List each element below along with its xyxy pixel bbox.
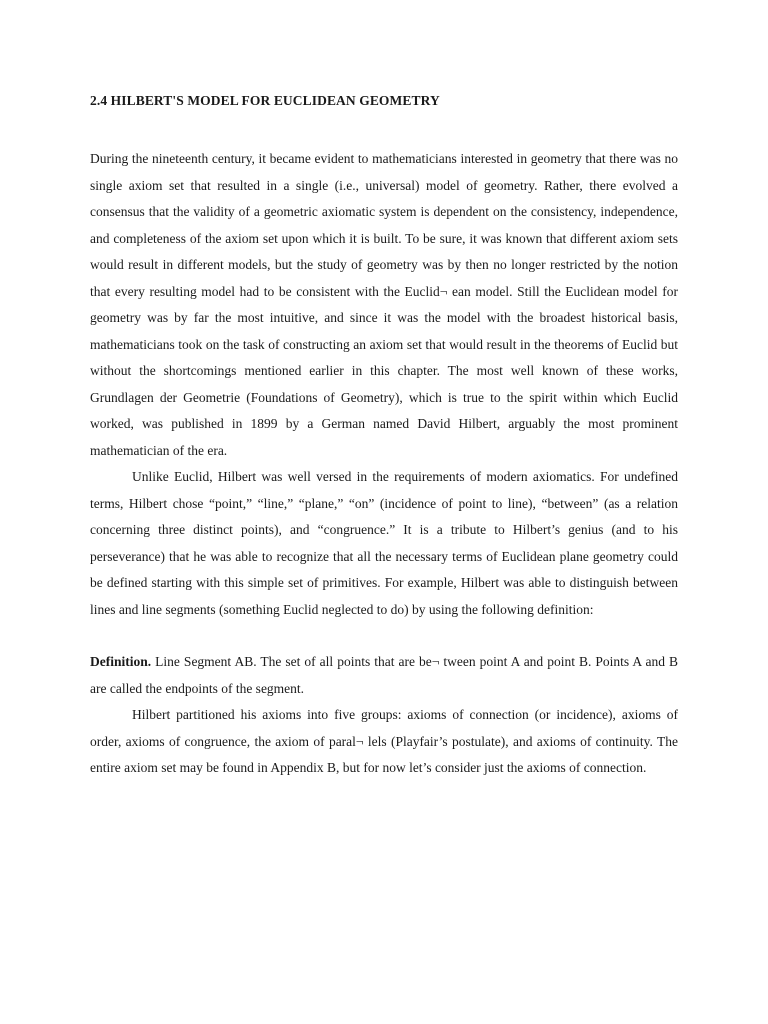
- paragraph-axiom-groups: Hilbert partitioned his axioms into five groups: axioms of connection (or incidence), axioms of order, axioms of congruence, the axiom of paral¬ lels (Playfair’s postulate), and axioms of continuity. The entire axiom set may be found in Appendix B, but for now let’s consider just the axioms of connection.: [90, 707, 678, 775]
- definition-label: Definition.: [90, 654, 152, 669]
- paragraph-intro: During the nineteenth century, it became evident to mathematicians interested in geometry that there was no single axiom set that resulted in a single (i.e., universal) model of geometry. Rather, there evolved a consensus that the validity of a geometric axiomatic system is dependent on the consistency, independence, and completeness of the axiom set upon which it is built. To be sure, it was known that different axiom sets would result in different models, but the study of geometry was by then no longer restricted by the notion that every resulting model had to be consistent with the Euclid¬ ean model. Still the Euclidean model for geometry was by far the most intuitive, and since it was the model with the broadest historical basis, mathematicians took on the task of constructing an axiom set that would result in the theorems of Euclid but without the shortcomings mentioned earlier in this chapter. The most well known of these works, Grundlagen der Geometrie (Foundations of Geometry), which is true to the spirit within which Euclid worked, was published in 1899 by a German named David Hilbert, arguably the most prominent mathematician of the era.: [90, 151, 678, 458]
- definition-block: [90, 649, 678, 702]
- document-page: [90, 88, 678, 782]
- paragraph-hilbert-terms: Unlike Euclid, Hilbert was well versed in the requirements of modern axiomatics. For undefined terms, Hilbert chose “point,” “line,” “plane,” “on” (incidence of point to line), “between” (as a relation concerning three distinct points), and “congruence.” It is a tribute to Hilbert’s genius (and to his perseverance) that he was able to recognize that all the necessary terms of Euclidean plane geometry could be defined starting with this simple set of primitives. For example, Hilbert was able to distinguish between lines and line segments (something Euclid neglected to do) by using the following definition:: [90, 469, 678, 617]
- definition-text: Line Segment AB. The set of all points that are be¬ tween point A and point B. Points A and B are called the endpoints of the segment.: [90, 654, 678, 696]
- section-heading: 2.4 HILBERT'S MODEL FOR EUCLIDEAN GEOMETRY: [90, 93, 440, 108]
